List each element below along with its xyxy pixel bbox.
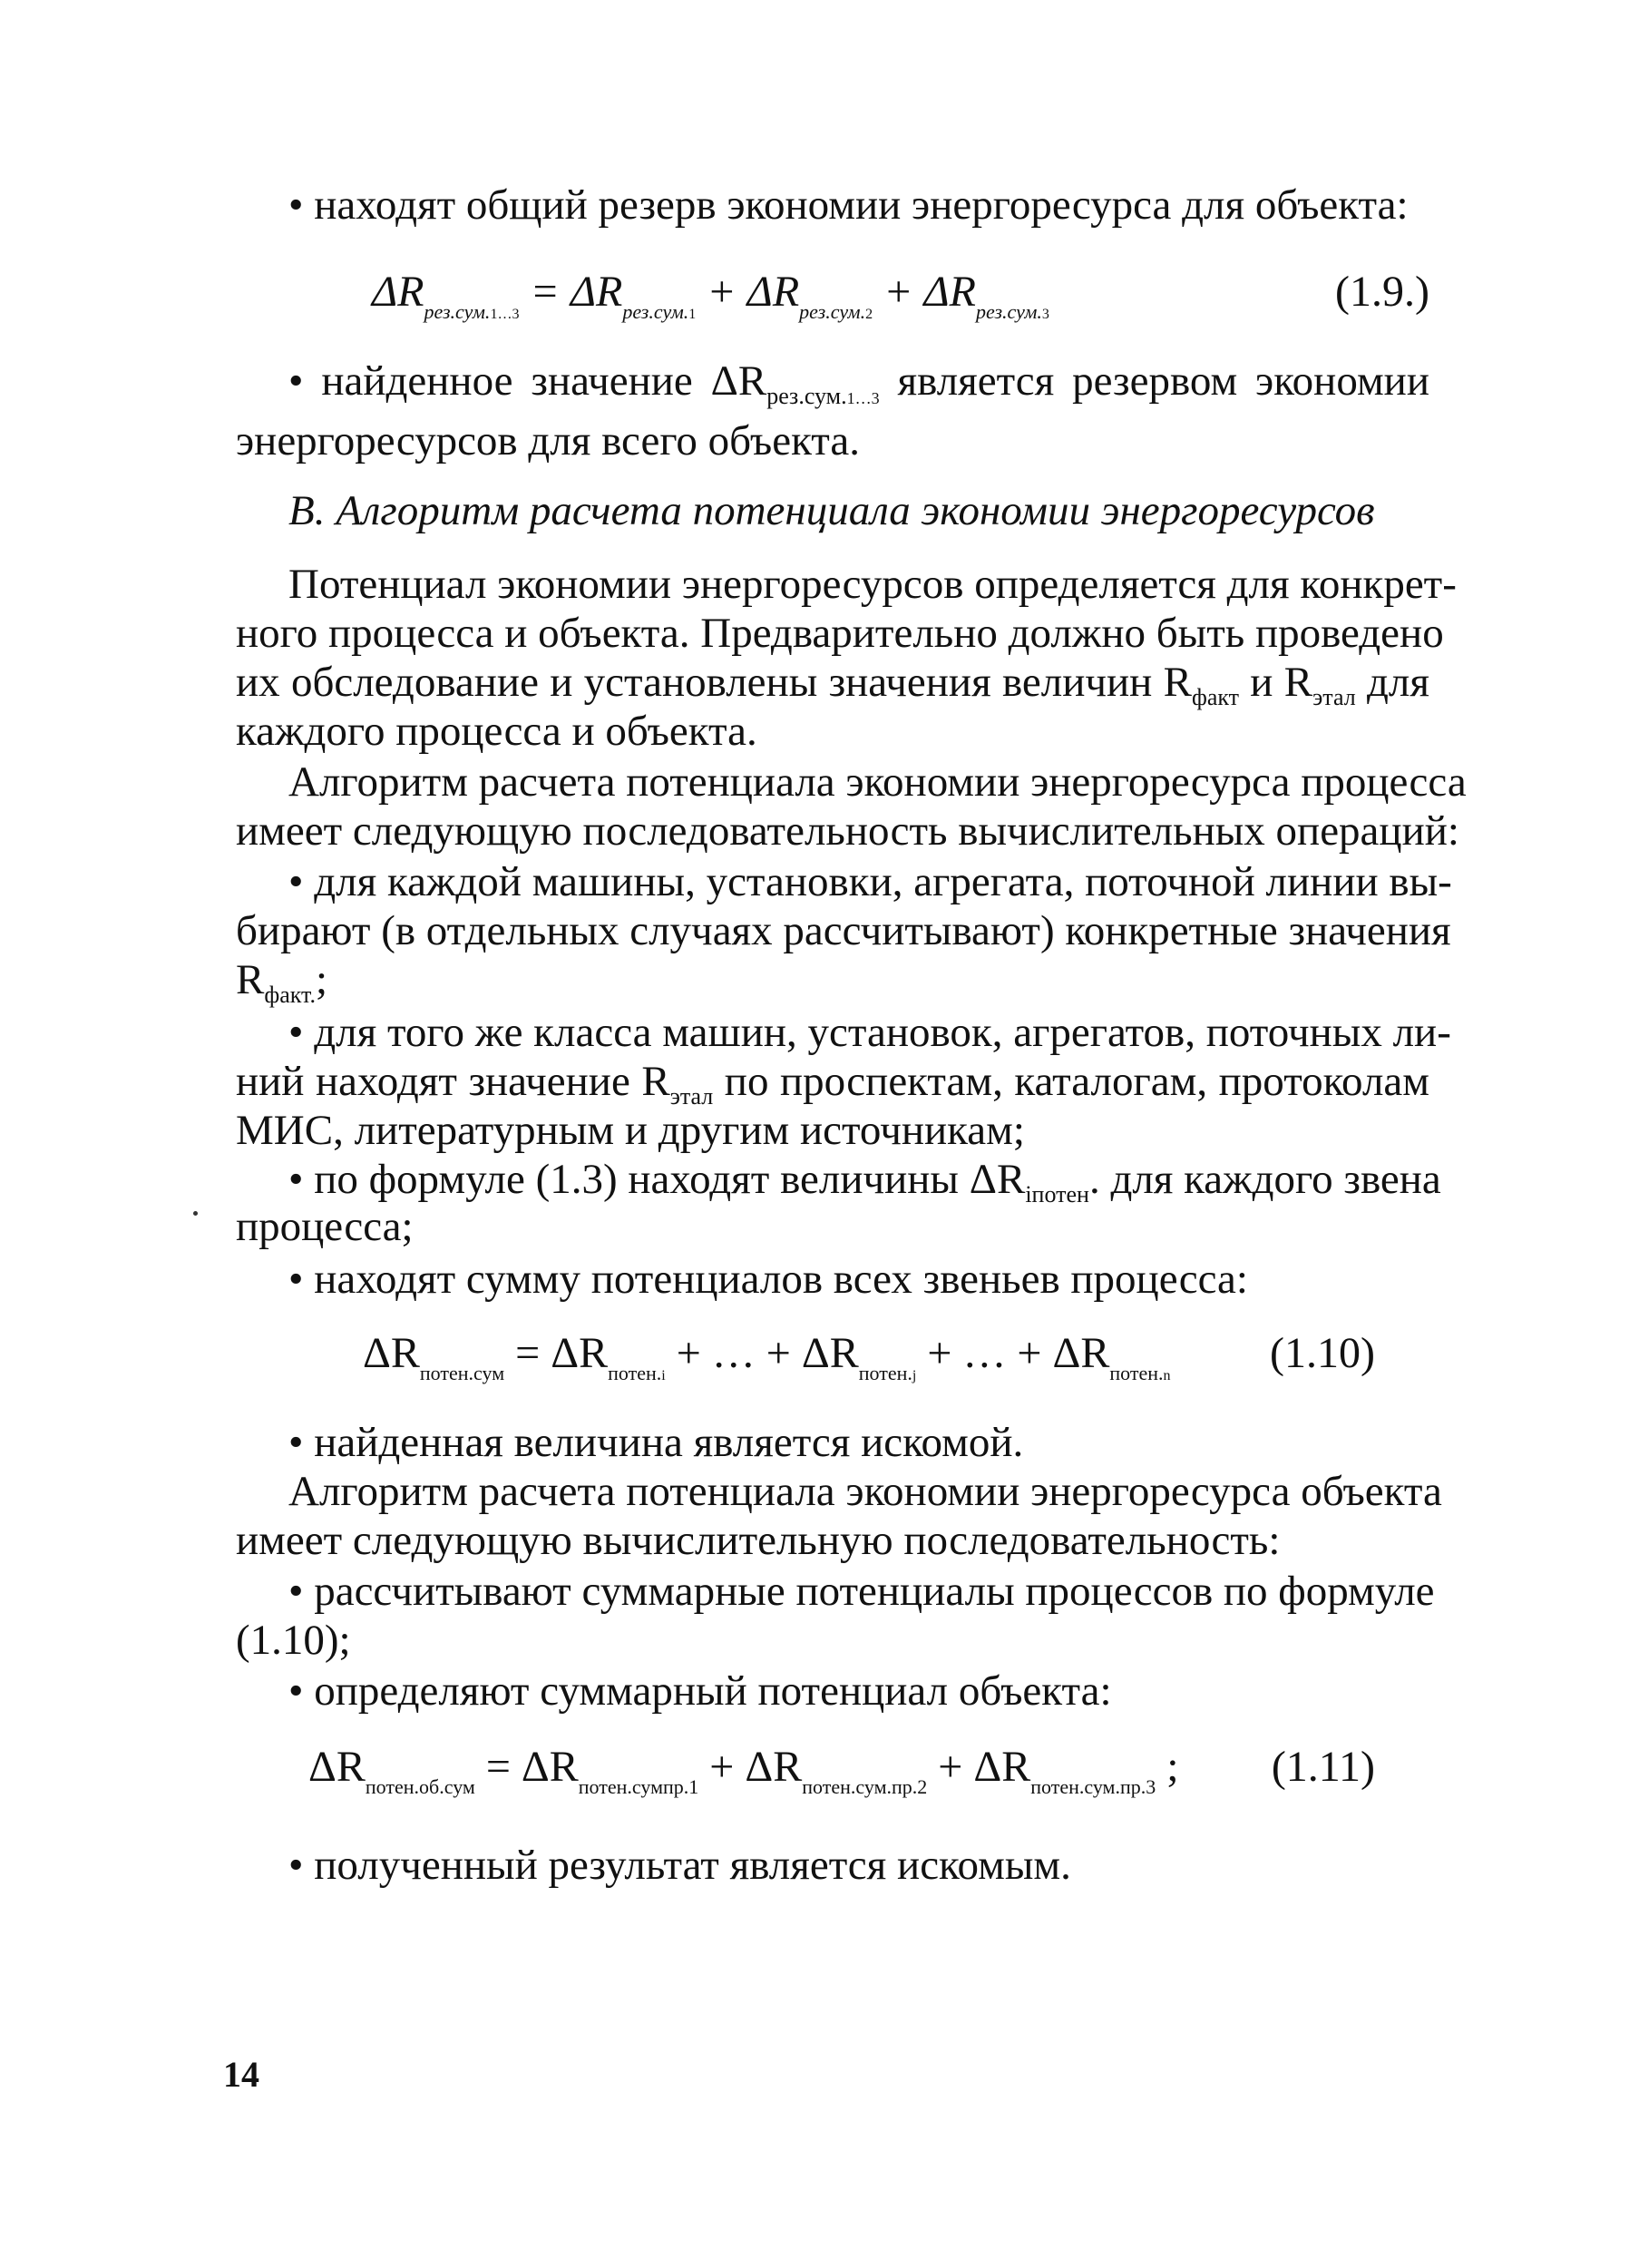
bullet-same-class-line-1: • для того же класса машин, установок, агрегатов, поточных ли- xyxy=(288,1009,1451,1056)
eq1-sub-4-index: 3 xyxy=(1041,307,1049,322)
paragraph-1-line-2: ного процесса и объекта. Предварительно должно быть проведено xyxy=(236,610,1444,657)
eq3-term-5: ; xyxy=(1156,1743,1179,1791)
equation-number-1-11: (1.11) xyxy=(1271,1743,1375,1791)
eq2-sub-4: потен. xyxy=(1109,1362,1164,1384)
bullet-result: • полученный результат является искомым. xyxy=(288,1842,1071,1889)
b4-l2-sub: этал xyxy=(669,1083,714,1110)
eq2-term-4: + … + ΔR xyxy=(916,1329,1110,1377)
eq3-sub-1: потен.об.сум xyxy=(365,1775,475,1798)
b5-l1-sub: iпотен xyxy=(1025,1181,1089,1207)
bullet-machines-line-1: • для каждой машины, установки, агрегата, поточной линии вы- xyxy=(288,858,1452,905)
eq3-sub-4: потен.сум.пр.3 xyxy=(1030,1775,1156,1798)
eq1-sub-2-index: 1 xyxy=(688,307,697,322)
p1-l3-sub-etal: этал xyxy=(1312,684,1356,710)
eq1-term-1: ΔR xyxy=(372,268,424,316)
eq1-term-3: + ΔR xyxy=(696,268,800,316)
eq1-term-2: = ΔR xyxy=(519,268,623,316)
eq2-sub-3-index: j xyxy=(912,1368,917,1383)
bullet-found-value-sub-index: 1…3 xyxy=(846,389,880,407)
paragraph-3-line-1: Алгоритм расчета потенциала экономии энергоресурса объекта xyxy=(288,1468,1442,1515)
eq1-sub-1: рез.сум. xyxy=(424,300,491,323)
eq2-sub-2: потен. xyxy=(608,1362,662,1384)
equation-number-1-10: (1.10) xyxy=(1270,1329,1375,1377)
bullet-found-value-cont: энергоресурсов для всего объекта. xyxy=(236,417,861,464)
eq1-sub-2: рез.сум. xyxy=(622,300,689,323)
eq3-sub-3: потен.сум.пр.2 xyxy=(802,1775,928,1798)
bullet-sum-potentials: • находят сумму потенциалов всех звеньев процесса: xyxy=(288,1256,1248,1303)
equation-number-1-9: (1.9.) xyxy=(1335,268,1429,316)
eq2-sub-2-index: i xyxy=(661,1368,666,1383)
eq3-term-4: + ΔR xyxy=(927,1743,1031,1791)
bullet-calc-totals-line-2: (1.10); xyxy=(236,1617,351,1664)
b5-l1-text-b: . для каждого звена xyxy=(1088,1156,1441,1203)
p1-l3-sub-fact: факт xyxy=(1191,684,1240,710)
p1-l3-text-a: их обследование и установлены значения величин R xyxy=(236,659,1192,706)
bullet-found-value-text-b: является резервом экономии xyxy=(879,357,1429,405)
paragraph-1-line-1: Потенциал экономии энергоресурсов определяется для конкрет- xyxy=(288,561,1457,608)
p1-l3-text-b: и R xyxy=(1239,659,1313,706)
page-number: 14 xyxy=(223,2054,259,2095)
b3-l3-semicolon: ; xyxy=(315,956,328,1003)
eq2-sub-1: потен.сум xyxy=(419,1362,505,1384)
equation-1-9 xyxy=(299,256,1429,328)
bullet-found-magnitude: • найденная величина является искомой. xyxy=(288,1419,1024,1466)
eq1-sub-4: рез.сум. xyxy=(975,300,1042,323)
eq1-term-4: + ΔR xyxy=(873,268,976,316)
eq1-sub-3-index: 2 xyxy=(865,307,873,322)
scan-speck xyxy=(193,1211,198,1216)
equation-1-9-body xyxy=(372,256,1049,351)
paragraph-1-line-4: каждого процесса и объекта. xyxy=(236,708,757,755)
bullet-found-value-sub: рез.сум. xyxy=(766,383,847,409)
b5-l1-text-a: • по формуле (1.3) находят величины ΔR xyxy=(288,1156,1026,1203)
paragraph-3-line-2: имеет следующую вычислительную последовательность: xyxy=(236,1517,1281,1564)
equation-1-10 xyxy=(299,1317,1429,1390)
b4-l2-text-b: по проспектам, каталогам, протоколам xyxy=(713,1058,1429,1105)
bullet-same-class-line-3: МИС, литературным и другим источникам; xyxy=(236,1107,1025,1154)
bullet-formula-line-2: процесса; xyxy=(236,1203,414,1250)
equation-1-11 xyxy=(299,1731,1429,1804)
b3-l3-sub: факт. xyxy=(264,982,316,1008)
bullet-total-reserve: • находят общий резерв экономии энергоресурса для объекта: xyxy=(288,181,1409,229)
bullet-found-value-text-a: • найденное значение ΔR xyxy=(288,357,767,405)
paragraph-2-line-1: Алгоритм расчета потенциала экономии энергоресурса процесса xyxy=(288,758,1467,806)
equation-1-11-body xyxy=(308,1731,1179,1823)
equation-1-10-body xyxy=(363,1317,1170,1413)
bullet-machines-line-2: бирают (в отдельных случаях рассчитывают) конкретные значения xyxy=(236,907,1451,954)
eq2-term-3: + … + ΔR xyxy=(665,1329,859,1377)
eq1-sub-1-index: 1…3 xyxy=(490,307,520,322)
bullet-calc-totals-line-1: • рассчитывают суммарные потенциалы процессов по формуле xyxy=(288,1568,1435,1615)
eq3-term-1: ΔR xyxy=(308,1743,366,1791)
paragraph-2-line-2: имеет следующую последовательность вычислительных операций: xyxy=(236,807,1459,855)
eq1-sub-3: рез.сум. xyxy=(799,300,866,323)
b3-l3-r: R xyxy=(236,956,265,1003)
b4-l2-text-a: ний находят значение R xyxy=(236,1058,670,1105)
eq2-sub-3: потен. xyxy=(858,1362,912,1384)
section-heading: В. Алгоритм расчета потенциала экономии энергоресурсов xyxy=(288,487,1375,534)
eq3-term-2: = ΔR xyxy=(474,1743,579,1791)
eq2-term-2: = ΔR xyxy=(504,1329,609,1377)
p1-l3-text-c: для xyxy=(1355,659,1429,706)
eq2-term-1: ΔR xyxy=(363,1329,420,1377)
eq2-sub-4-index: n xyxy=(1163,1368,1171,1383)
bullet-object-total: • определяют суммарный потенциал объекта: xyxy=(288,1667,1112,1715)
eq3-sub-2: потен.сумпр.1 xyxy=(578,1775,699,1798)
eq3-term-3: + ΔR xyxy=(698,1743,803,1791)
